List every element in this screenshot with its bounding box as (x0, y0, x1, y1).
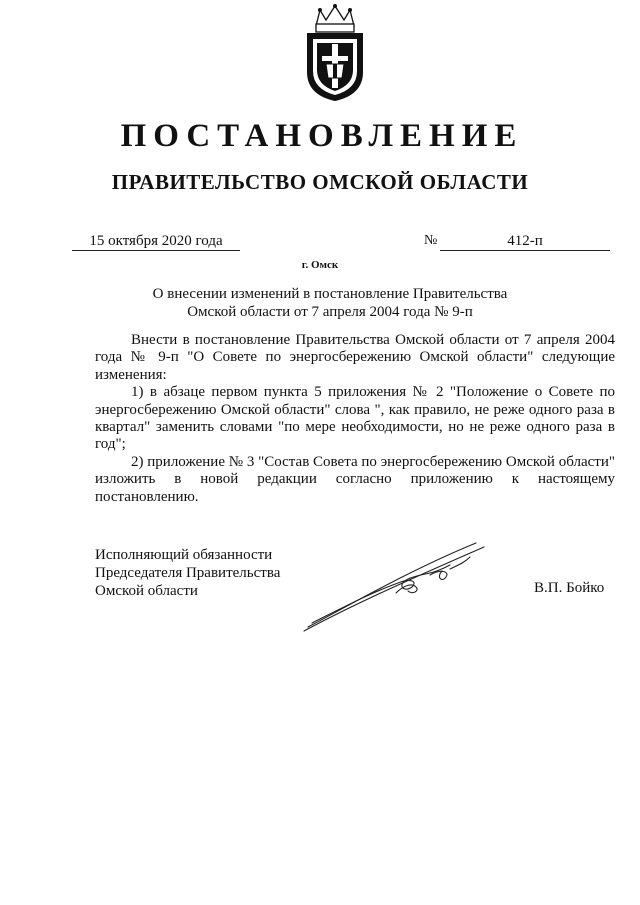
signer-position-line: Председателя Правительства (95, 565, 281, 581)
document-heading (100, 285, 560, 321)
document-body (95, 332, 615, 506)
document-title: ПОСТАНОВЛЕНИЕ (120, 118, 524, 154)
signer-position-line: Исполняющий обязанности (95, 547, 273, 563)
document-number: 412-п (440, 232, 610, 251)
number-label: № (424, 233, 438, 248)
body-paragraph: 1) в абзаце первом пункта 5 приложения № 2 "Положение о Совете по энергосбережению Омской области" слова ", как правило, не реже одного раза в квартал" заменить словами "по мере необходимости, но не реже одного раза в год"; (95, 384, 615, 453)
body-paragraph: 2) приложение № 3 "Состав Совета по энергосбережению Омской области" изложить в новой редакции согласно приложению к настоящему постановлению. (95, 453, 615, 505)
document-date: 15 октября 2020 года (72, 232, 240, 251)
heading-line: Омской области от 7 апреля 2004 года № 9-п (187, 304, 473, 320)
body-paragraph: Внести в постановление Правительства Омской области от 7 апреля 2004 года № 9-п "О Совете по энергосбережению Омской области" следующие изменения: (95, 332, 615, 383)
document-city: г. Омск (301, 259, 339, 271)
omsk-coat-of-arms-icon (296, 2, 374, 102)
signer-name: В.П. Бойко (534, 580, 605, 596)
signer-position-line: Омской области (95, 583, 198, 599)
handwritten-signature (300, 535, 490, 635)
signer-position (95, 546, 280, 600)
heading-line: О внесении изменений в постановление Правительства (152, 286, 508, 302)
document-issuer: ПРАВИТЕЛЬСТВО ОМСКОЙ ОБЛАСТИ (111, 170, 529, 194)
